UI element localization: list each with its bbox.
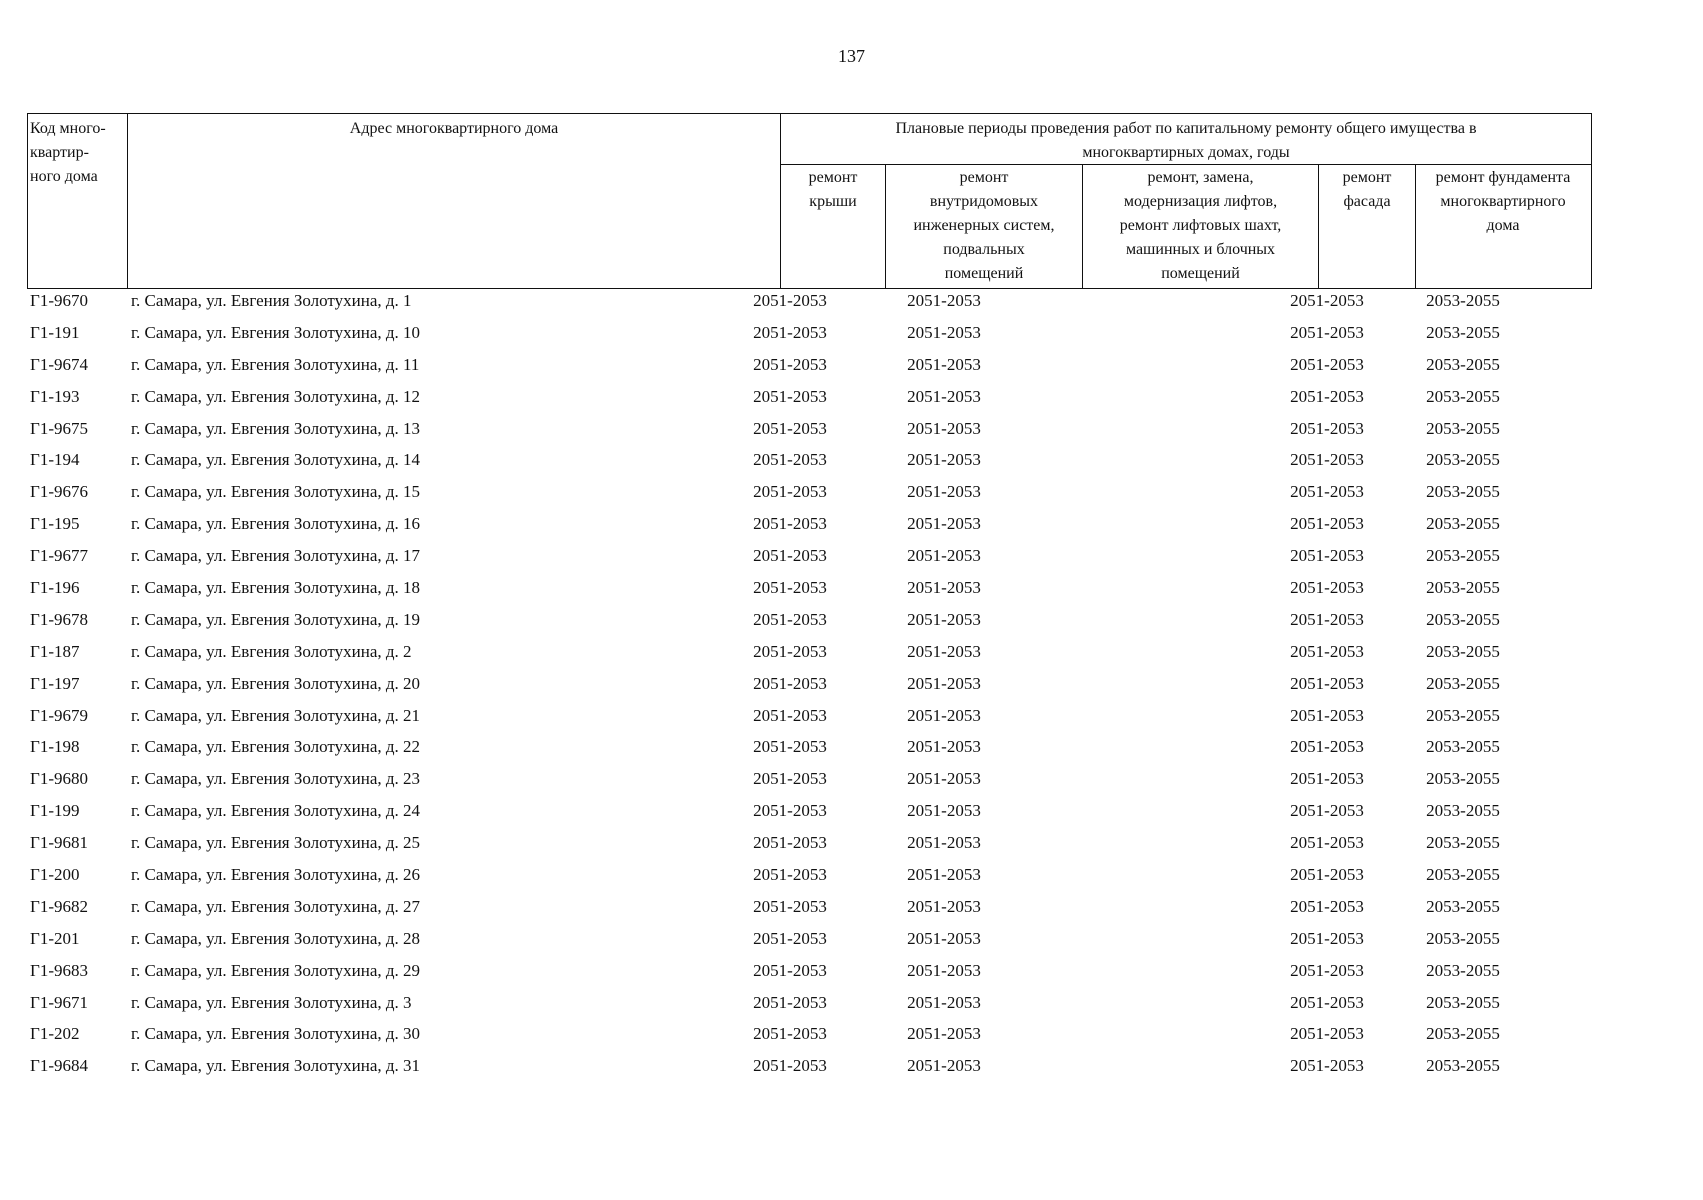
cell-roof: 2051-2053 xyxy=(753,450,827,470)
header-elevators-line: ремонт лифтовых шахт, xyxy=(1119,217,1282,234)
cell-facade: 2051-2053 xyxy=(1290,354,1364,374)
cell-engineering: 2051-2053 xyxy=(907,1024,981,1044)
table-row xyxy=(27,480,1592,512)
cell-code: Г1-9676 xyxy=(30,482,88,502)
cell-foundation: 2053-2055 xyxy=(1426,896,1500,916)
cell-address: г. Самара, ул. Евгения Золотухина, д. 10 xyxy=(131,322,421,342)
cell-code: Г1-194 xyxy=(30,450,80,470)
table-row xyxy=(27,1054,1592,1086)
table-row xyxy=(27,576,1592,608)
cell-code: Г1-195 xyxy=(30,514,80,534)
cell-roof: 2051-2053 xyxy=(753,386,827,406)
cell-foundation: 2053-2055 xyxy=(1426,737,1500,757)
header-elevators xyxy=(1083,166,1318,286)
cell-engineering: 2051-2053 xyxy=(907,418,981,438)
cell-engineering: 2051-2053 xyxy=(907,322,981,342)
cell-address: г. Самара, ул. Евгения Золотухина, д. 2 xyxy=(131,641,412,661)
header-facade xyxy=(1319,166,1415,214)
cell-roof: 2051-2053 xyxy=(753,291,827,310)
cell-facade: 2051-2053 xyxy=(1290,992,1364,1012)
cell-address: г. Самара, ул. Евгения Золотухина, д. 18 xyxy=(131,578,421,598)
cell-facade: 2051-2053 xyxy=(1290,769,1364,789)
cell-address: г. Самара, ул. Евгения Золотухина, д. 28 xyxy=(131,928,421,948)
cell-code: Г1-9679 xyxy=(30,705,88,725)
cell-engineering: 2051-2053 xyxy=(907,546,981,566)
cell-facade: 2051-2053 xyxy=(1290,801,1364,821)
cell-code: Г1-9674 xyxy=(30,354,88,374)
cell-facade: 2051-2053 xyxy=(1290,578,1364,598)
table-row xyxy=(27,895,1592,927)
cell-facade: 2051-2053 xyxy=(1290,641,1364,661)
cell-foundation: 2053-2055 xyxy=(1426,354,1500,374)
header-facade-line: фасада xyxy=(1343,193,1391,210)
header-code xyxy=(30,117,126,189)
cell-roof: 2051-2053 xyxy=(753,546,827,566)
cell-facade: 2051-2053 xyxy=(1290,928,1364,948)
cell-address: г. Самара, ул. Евгения Золотухина, д. 30 xyxy=(131,1024,421,1044)
cell-foundation: 2053-2055 xyxy=(1426,865,1500,885)
table-row xyxy=(27,767,1592,799)
cell-engineering: 2051-2053 xyxy=(907,514,981,534)
cell-engineering: 2051-2053 xyxy=(907,482,981,502)
table-row xyxy=(27,735,1592,767)
table-row xyxy=(27,704,1592,736)
header-elevators-line: машинных и блочных xyxy=(1125,241,1276,258)
cell-foundation: 2053-2055 xyxy=(1426,450,1500,470)
cell-roof: 2051-2053 xyxy=(753,960,827,980)
cell-foundation: 2053-2055 xyxy=(1426,578,1500,598)
header-foundation xyxy=(1416,166,1590,238)
cell-code: Г1-9677 xyxy=(30,546,88,566)
cell-engineering: 2051-2053 xyxy=(907,450,981,470)
table-row xyxy=(27,991,1592,1023)
cell-roof: 2051-2053 xyxy=(753,928,827,948)
cell-engineering: 2051-2053 xyxy=(907,291,981,310)
table-row xyxy=(27,1022,1592,1054)
header-foundation-line: ремонт фундамента xyxy=(1435,169,1571,186)
header-periods-line: Плановые периоды проведения работ по капитальному ремонту общего имущества в xyxy=(895,120,1477,137)
table-row xyxy=(27,544,1592,576)
table-body xyxy=(27,289,1592,1086)
cell-foundation: 2053-2055 xyxy=(1426,482,1500,502)
cell-code: Г1-191 xyxy=(30,322,80,342)
cell-facade: 2051-2053 xyxy=(1290,450,1364,470)
cell-address: г. Самара, ул. Евгения Золотухина, д. 16 xyxy=(131,514,421,534)
header-engineering-line: ремонт xyxy=(959,169,1009,186)
cell-address: г. Самара, ул. Евгения Золотухина, д. 17 xyxy=(131,546,421,566)
cell-engineering: 2051-2053 xyxy=(907,992,981,1012)
cell-foundation: 2053-2055 xyxy=(1426,386,1500,406)
cell-facade: 2051-2053 xyxy=(1290,737,1364,757)
header-engineering-line: внутридомовых xyxy=(929,193,1039,210)
cell-address: г. Самара, ул. Евгения Золотухина, д. 26 xyxy=(131,865,421,885)
table-row xyxy=(27,512,1592,544)
cell-address: г. Самара, ул. Евгения Золотухина, д. 20 xyxy=(131,673,421,693)
cell-foundation: 2053-2055 xyxy=(1426,992,1500,1012)
cell-facade: 2051-2053 xyxy=(1290,322,1364,342)
table-header xyxy=(27,113,1592,289)
cell-address: г. Самара, ул. Евгения Золотухина, д. 1 xyxy=(131,291,412,310)
page-number: 137 xyxy=(838,46,865,66)
cell-foundation: 2053-2055 xyxy=(1426,322,1500,342)
header-foundation-line: дома xyxy=(1486,217,1520,234)
cell-code: Г1-9681 xyxy=(30,833,88,853)
header-code-line: Код много- xyxy=(30,120,106,137)
cell-facade: 2051-2053 xyxy=(1290,609,1364,629)
cell-engineering: 2051-2053 xyxy=(907,737,981,757)
cell-code: Г1-193 xyxy=(30,386,80,406)
cell-code: Г1-198 xyxy=(30,737,80,757)
cell-code: Г1-9678 xyxy=(30,609,88,629)
cell-code: Г1-202 xyxy=(30,1024,80,1044)
cell-foundation: 2053-2055 xyxy=(1426,1056,1500,1076)
cell-address: г. Самара, ул. Евгения Золотухина, д. 3 xyxy=(131,992,412,1012)
cell-engineering: 2051-2053 xyxy=(907,673,981,693)
cell-roof: 2051-2053 xyxy=(753,833,827,853)
cell-foundation: 2053-2055 xyxy=(1426,546,1500,566)
cell-foundation: 2053-2055 xyxy=(1426,801,1500,821)
cell-foundation: 2053-2055 xyxy=(1426,291,1500,310)
cell-address: г. Самара, ул. Евгения Золотухина, д. 27 xyxy=(131,896,421,916)
cell-address: г. Самара, ул. Евгения Золотухина, д. 13 xyxy=(131,418,421,438)
header-roof xyxy=(781,166,885,214)
cell-code: Г1-200 xyxy=(30,865,80,885)
cell-engineering: 2051-2053 xyxy=(907,865,981,885)
cell-address: г. Самара, ул. Евгения Золотухина, д. 14 xyxy=(131,450,421,470)
header-elevators-line: модернизация лифтов, xyxy=(1123,193,1278,210)
table-row xyxy=(27,959,1592,991)
cell-roof: 2051-2053 xyxy=(753,1024,827,1044)
header-engineering-line: помещений xyxy=(944,265,1024,282)
cell-code: Г1-9675 xyxy=(30,418,88,438)
table-row xyxy=(27,417,1592,449)
cell-address: г. Самара, ул. Евгения Золотухина, д. 25 xyxy=(131,833,421,853)
cell-foundation: 2053-2055 xyxy=(1426,833,1500,853)
cell-foundation: 2053-2055 xyxy=(1426,1024,1500,1044)
cell-address: г. Самара, ул. Евгения Золотухина, д. 29 xyxy=(131,960,421,980)
cell-code: Г1-9684 xyxy=(30,1056,88,1076)
table-row xyxy=(27,289,1592,321)
cell-address: г. Самара, ул. Евгения Золотухина, д. 22 xyxy=(131,737,421,757)
cell-roof: 2051-2053 xyxy=(753,322,827,342)
table-row xyxy=(27,799,1592,831)
cell-roof: 2051-2053 xyxy=(753,418,827,438)
header-roof-line: крыши xyxy=(809,193,857,210)
cell-engineering: 2051-2053 xyxy=(907,928,981,948)
cell-roof: 2051-2053 xyxy=(753,354,827,374)
cell-roof: 2051-2053 xyxy=(753,578,827,598)
cell-engineering: 2051-2053 xyxy=(907,833,981,853)
cell-code: Г1-187 xyxy=(30,641,80,661)
cell-address: г. Самара, ул. Евгения Золотухина, д. 11 xyxy=(131,354,420,374)
header-code-line: ного дома xyxy=(30,168,98,185)
cell-code: Г1-9671 xyxy=(30,992,88,1012)
cell-facade: 2051-2053 xyxy=(1290,546,1364,566)
header-periods xyxy=(781,117,1591,165)
table-row xyxy=(27,863,1592,895)
cell-roof: 2051-2053 xyxy=(753,482,827,502)
cell-foundation: 2053-2055 xyxy=(1426,705,1500,725)
cell-roof: 2051-2053 xyxy=(753,865,827,885)
cell-facade: 2051-2053 xyxy=(1290,514,1364,534)
cell-engineering: 2051-2053 xyxy=(907,896,981,916)
table-row xyxy=(27,672,1592,704)
cell-foundation: 2053-2055 xyxy=(1426,641,1500,661)
cell-roof: 2051-2053 xyxy=(753,737,827,757)
header-elevators-line: ремонт, замена, xyxy=(1147,169,1254,186)
table-row xyxy=(27,448,1592,480)
header-periods-line: многоквартирных домах, годы xyxy=(1082,144,1290,161)
cell-code: Г1-196 xyxy=(30,578,80,598)
cell-engineering: 2051-2053 xyxy=(907,641,981,661)
cell-roof: 2051-2053 xyxy=(753,514,827,534)
cell-foundation: 2053-2055 xyxy=(1426,769,1500,789)
cell-foundation: 2053-2055 xyxy=(1426,928,1500,948)
cell-foundation: 2053-2055 xyxy=(1426,514,1500,534)
header-elevators-line: помещений xyxy=(1161,265,1240,282)
cell-roof: 2051-2053 xyxy=(753,769,827,789)
cell-address: г. Самара, ул. Евгения Золотухина, д. 15 xyxy=(131,482,421,502)
cell-engineering: 2051-2053 xyxy=(907,354,981,374)
cell-engineering: 2051-2053 xyxy=(907,386,981,406)
cell-facade: 2051-2053 xyxy=(1290,1056,1364,1076)
cell-engineering: 2051-2053 xyxy=(907,578,981,598)
cell-engineering: 2051-2053 xyxy=(907,609,981,629)
cell-code: Г1-9680 xyxy=(30,769,88,789)
cell-roof: 2051-2053 xyxy=(753,1056,827,1076)
cell-code: Г1-199 xyxy=(30,801,80,821)
cell-facade: 2051-2053 xyxy=(1290,418,1364,438)
cell-foundation: 2053-2055 xyxy=(1426,609,1500,629)
cell-address: г. Самара, ул. Евгения Золотухина, д. 24 xyxy=(131,801,421,821)
cell-facade: 2051-2053 xyxy=(1290,1024,1364,1044)
table-row xyxy=(27,640,1592,672)
cell-facade: 2051-2053 xyxy=(1290,673,1364,693)
cell-code: Г1-9683 xyxy=(30,960,88,980)
header-foundation-line: многоквартирного xyxy=(1440,193,1566,210)
table-row xyxy=(27,927,1592,959)
table-row xyxy=(27,353,1592,385)
cell-roof: 2051-2053 xyxy=(753,609,827,629)
header-address: Адрес многоквартирного дома xyxy=(349,120,559,137)
cell-code: Г1-201 xyxy=(30,928,80,948)
cell-facade: 2051-2053 xyxy=(1290,386,1364,406)
header-engineering-line: подвальных xyxy=(943,241,1025,258)
cell-code: Г1-9670 xyxy=(30,291,88,310)
cell-roof: 2051-2053 xyxy=(753,705,827,725)
table-row xyxy=(27,831,1592,863)
cell-code: Г1-197 xyxy=(30,673,80,693)
cell-address: г. Самара, ул. Евгения Золотухина, д. 12 xyxy=(131,386,421,406)
cell-address: г. Самара, ул. Евгения Золотухина, д. 21 xyxy=(131,705,421,725)
cell-facade: 2051-2053 xyxy=(1290,291,1364,310)
header-facade-line: ремонт xyxy=(1342,169,1392,186)
cell-foundation: 2053-2055 xyxy=(1426,960,1500,980)
cell-roof: 2051-2053 xyxy=(753,673,827,693)
header-engineering-line: инженерных систем, xyxy=(913,217,1055,234)
cell-facade: 2051-2053 xyxy=(1290,705,1364,725)
cell-engineering: 2051-2053 xyxy=(907,801,981,821)
cell-code: Г1-9682 xyxy=(30,896,88,916)
cell-roof: 2051-2053 xyxy=(753,992,827,1012)
cell-roof: 2051-2053 xyxy=(753,896,827,916)
header-engineering xyxy=(886,166,1082,286)
cell-roof: 2051-2053 xyxy=(753,801,827,821)
cell-facade: 2051-2053 xyxy=(1290,960,1364,980)
header-roof-line: ремонт xyxy=(808,169,858,186)
cell-foundation: 2053-2055 xyxy=(1426,418,1500,438)
header-code-line: квартир- xyxy=(30,144,89,161)
cell-engineering: 2051-2053 xyxy=(907,769,981,789)
cell-facade: 2051-2053 xyxy=(1290,833,1364,853)
cell-foundation: 2053-2055 xyxy=(1426,673,1500,693)
cell-facade: 2051-2053 xyxy=(1290,865,1364,885)
cell-roof: 2051-2053 xyxy=(753,641,827,661)
cell-address: г. Самара, ул. Евгения Золотухина, д. 31 xyxy=(131,1056,421,1076)
cell-engineering: 2051-2053 xyxy=(907,1056,981,1076)
table-row xyxy=(27,385,1592,417)
cell-engineering: 2051-2053 xyxy=(907,960,981,980)
table-row xyxy=(27,608,1592,640)
cell-facade: 2051-2053 xyxy=(1290,896,1364,916)
table-row xyxy=(27,321,1592,353)
cell-address: г. Самара, ул. Евгения Золотухина, д. 23 xyxy=(131,769,421,789)
cell-address: г. Самара, ул. Евгения Золотухина, д. 19 xyxy=(131,609,421,629)
cell-engineering: 2051-2053 xyxy=(907,705,981,725)
cell-facade: 2051-2053 xyxy=(1290,482,1364,502)
